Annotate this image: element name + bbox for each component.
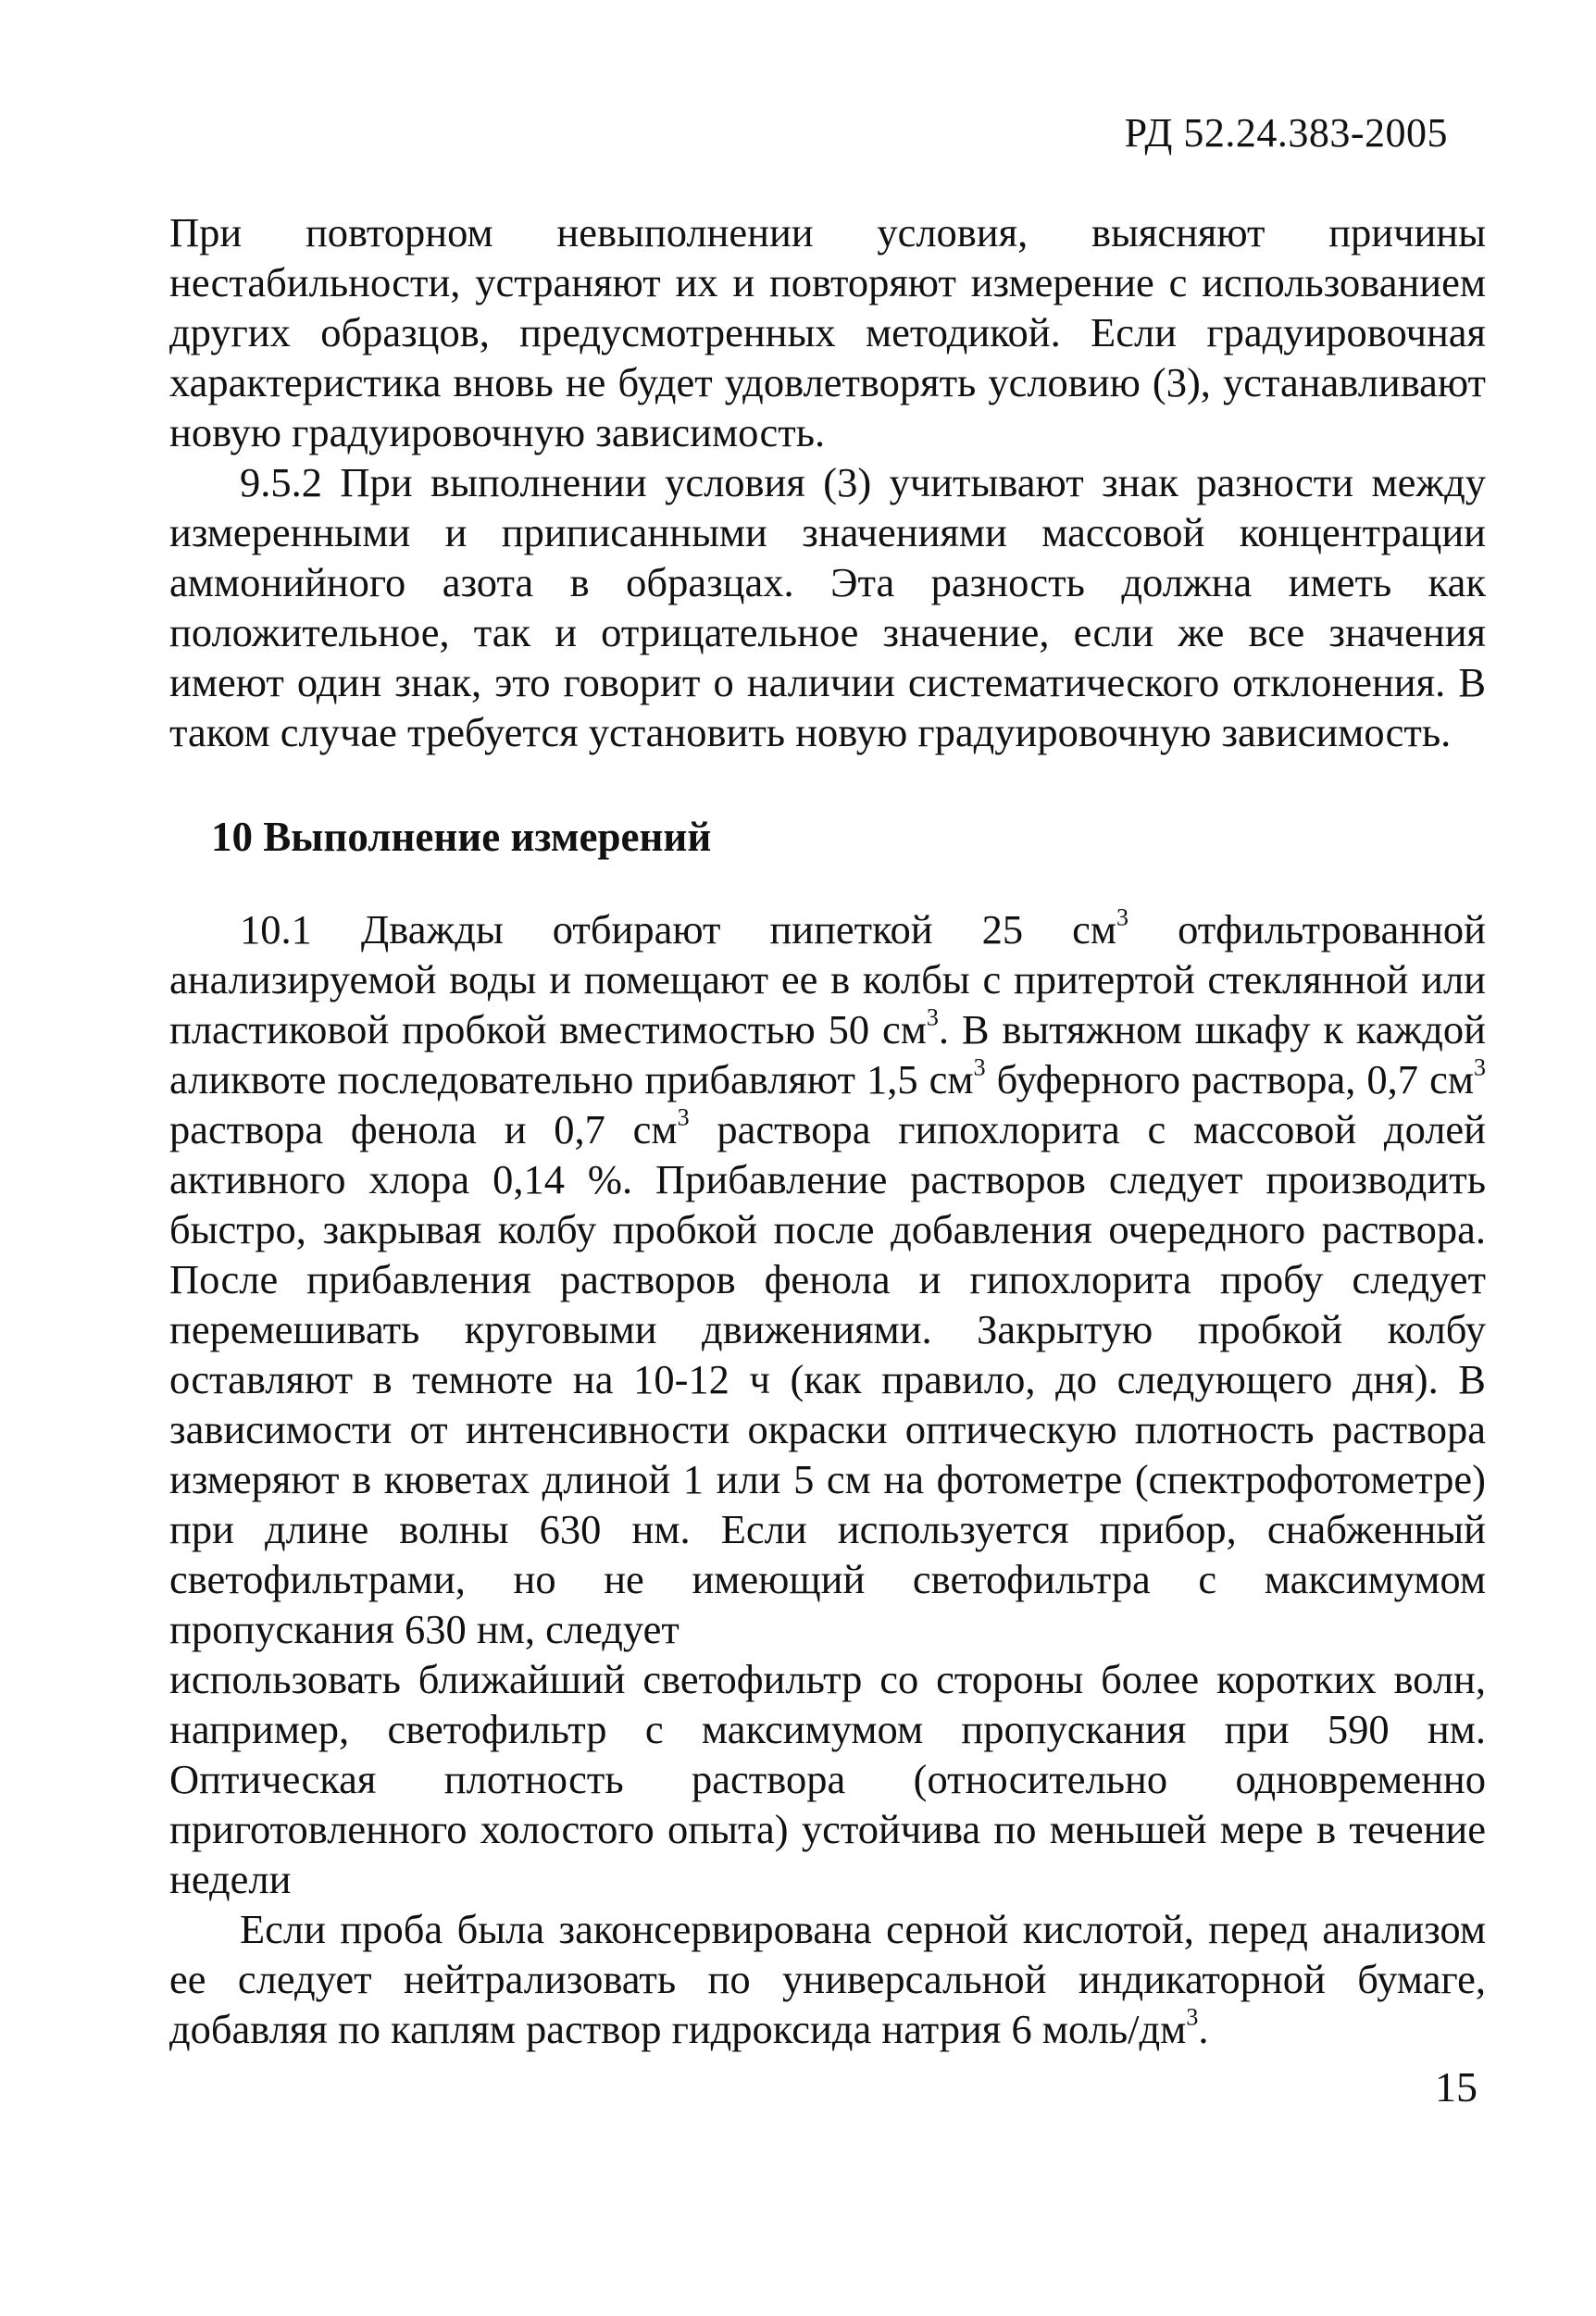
paragraph-neutralization — [169, 1904, 1486, 2054]
paragraph-block-1 — [169, 207, 1486, 757]
paragraph-9-5-2: 9.5.2 При выполнении условия (3) учитывают знак разности между измеренными и приписанными значениями массовой концентрации аммонийного азота в образцах. Эта разность должна иметь как положительное, так и отрицательное значение, если же все значения имеют один знак, это говорит о наличии систематического отклонения. В таком случае требуется установить новую градуировочную зависимость. — [169, 459, 1486, 755]
superscript: 3 — [926, 1003, 939, 1031]
section-heading: 10 Выполнение измерений — [211, 814, 712, 860]
superscript: 3 — [677, 1103, 690, 1131]
superscript: 3 — [1474, 1053, 1487, 1081]
text-run: 10.1 Дважды отбирают пипеткой 25 см — [240, 906, 1117, 953]
text-run: . — [1198, 2006, 1209, 2052]
superscript: 3 — [973, 1053, 986, 1081]
text-run: Если проба была законсервирована серной кислотой, перед анализом ее следует нейтрализовать по универсальной индикаторной бумаге, добавляя по каплям раствор гидроксида натрия 6 моль/дм — [169, 1906, 1486, 2052]
text-run: отфильтрованной анализируемой воды и помещают ее в колбы с притертой стеклянной или пластиковой пробкой вместимостью 50 см — [169, 906, 1486, 1052]
paragraph-repeat-failure: При повторном невыполнении условия, выясняют причины нестабильности, устраняют их и повторяют измерение с использованием других образцов, предусмотренных методикой. Если градуировочная характеристика вновь не будет удовлетворять условию (3), устанавливают новую градуировочную зависимость. — [169, 209, 1486, 455]
paragraph-block-2 — [169, 904, 1486, 2054]
superscript: 3 — [1116, 903, 1129, 931]
text-run: . В вытяжном шкафу к каждой аликвоте последовательно прибавляют 1,5 см — [169, 1006, 1486, 1102]
text-run: раствора гипохлорита с массовой долей активного хлора 0,14 %. Прибавление растворов следует производить быстро, закрывая колбу пробкой после добавления очередного раствора. После прибавления растворов фенола и гипохлорита пробу следует перемешивать круговыми движениями. Закрытую пробкой колбу оставляют в темноте на 10-12 ч (как правило, до следующего дня). В зависимости от интенсивности окраски оптическую плотность раствора измеряют в кюветах длиной 1 или 5 см на фотометре (спектрофотометре) при длине волны 630 нм. Если используется прибор, снабженный светофильтрами, но не имеющий светофильтра с максимумом пропускания 630 нм, следует — [169, 1106, 1486, 1652]
paragraph-10-1 — [169, 904, 1486, 1654]
page-number: 15 — [1435, 2063, 1478, 2111]
text-run: буферного раствора, 0,7 см — [985, 1056, 1475, 1102]
document-code: РД 52.24.383-2005 — [1124, 110, 1448, 156]
text-run: раствора фенола и 0,7 см — [169, 1106, 678, 1152]
paragraph-filter-note: использовать ближайший светофильтр со стороны более коротких волн, например, светофильтр с максимумом пропускания при 590 нм. Оптическая плотность раствора (относительно одновременно приготовленного холостого опыта) устойчива по меньшей мере в течение недели — [169, 1656, 1486, 1902]
superscript: 3 — [1186, 2003, 1199, 2031]
